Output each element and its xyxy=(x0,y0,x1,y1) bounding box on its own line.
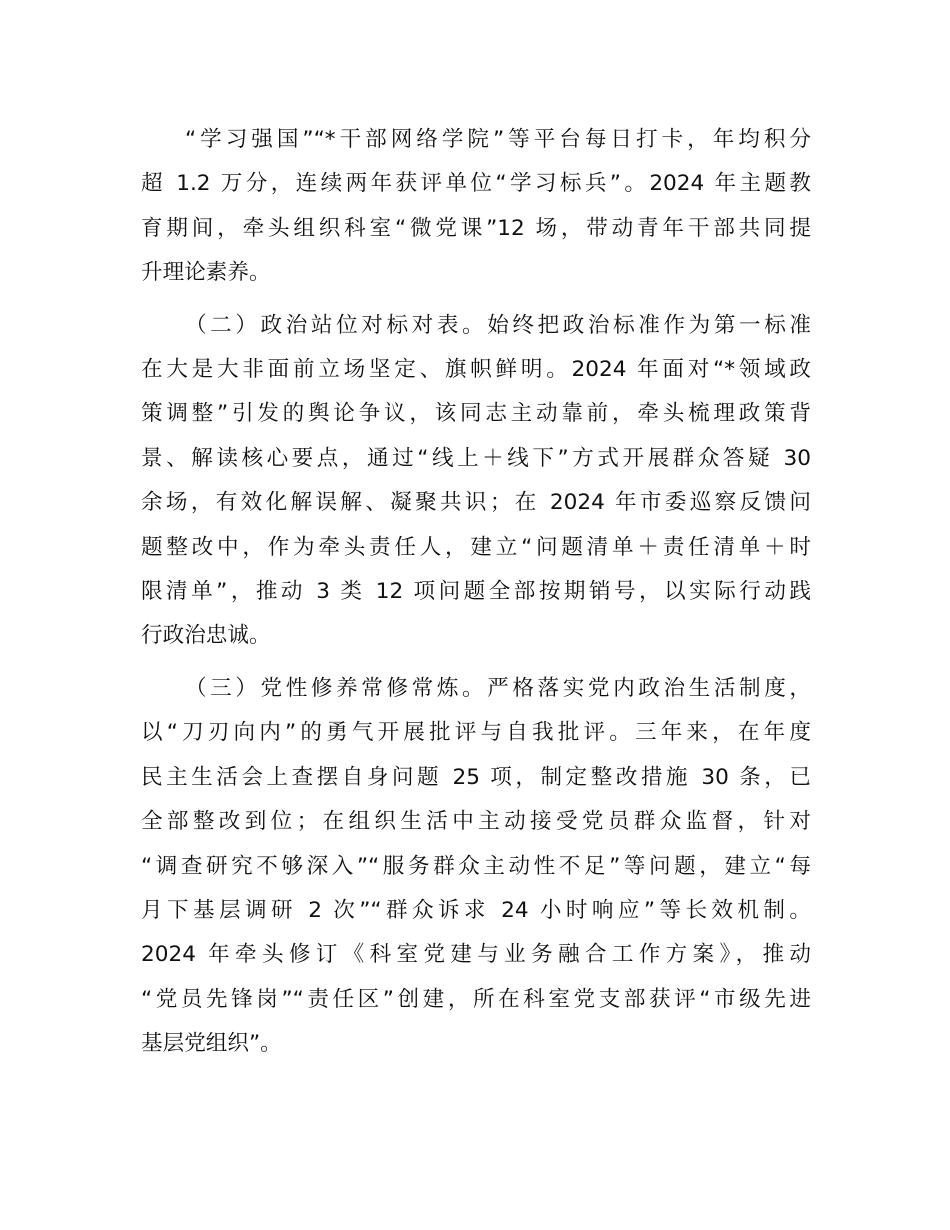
text-line: 题整改中，作为牵头责任人，建立“问题清单＋责任清单＋时 xyxy=(141,534,811,560)
text-line: 全部整改到位；在组织生活中主动接受党员群众监督，针对 xyxy=(141,809,811,835)
document-page xyxy=(141,118,811,1075)
paragraph-political-stance xyxy=(141,304,811,659)
text-line: 月下基层调研 2 次”“群众诉求 24 小时响应”等长效机制。 xyxy=(141,897,811,923)
text-line: 超 1.2 万分，连续两年获评单位“学习标兵”。2024 年主题教 xyxy=(141,171,811,197)
text-line: 策调整”引发的舆论争议，该同志主动靠前，牵头梳理政策背 xyxy=(141,401,811,427)
text-line: 在大是大非面前立场坚定、旗帜鲜明。2024 年面对“*领域政 xyxy=(141,357,811,383)
text-line: 余场，有效化解误解、凝聚共识；在 2024 年市委巡察反馈问 xyxy=(141,490,811,516)
text-line: 基层党组织”。 xyxy=(141,1031,282,1057)
text-line: “调查研究不够深入”“服务群众主动性不足”等问题，建立“每 xyxy=(141,853,811,879)
paragraph-study-platforms xyxy=(141,118,811,296)
paragraph-party-spirit xyxy=(141,667,811,1067)
text-line: “学习强国”“*干部网络学院”等平台每日打卡，年均积分 xyxy=(185,127,811,152)
text-line: 以“刀刃向内”的勇气开展批评与自我批评。三年来，在年度 xyxy=(141,720,811,746)
text-line: 2024 年牵头修订《科室党建与业务融合工作方案》，推动 xyxy=(141,942,811,968)
text-line: 行政治忠诚。 xyxy=(141,623,271,649)
text-line: 限清单”，推动 3 类 12 项问题全部按期销号，以实际行动践 xyxy=(141,579,811,605)
section-heading-line: （三）党性修养常修常炼。严格落实党内政治生活制度， xyxy=(185,675,811,701)
text-line: 育期间，牵头组织科室“微党课”12 场，带动青年干部共同提 xyxy=(141,215,811,241)
text-line: 景、解读核心要点，通过“线上＋线下”方式开展群众答疑 30 xyxy=(141,445,811,471)
section-heading-line: （二）政治站位对标对表。始终把政治标准作为第一标准 xyxy=(185,312,811,338)
text-line: 升理论素养。 xyxy=(141,260,271,286)
text-line: 民主生活会上查摆自身问题 25 项，制定整改措施 30 条，已 xyxy=(141,764,811,790)
text-line: “党员先锋岗”“责任区”创建，所在科室党支部获评“市级先进 xyxy=(141,986,811,1012)
